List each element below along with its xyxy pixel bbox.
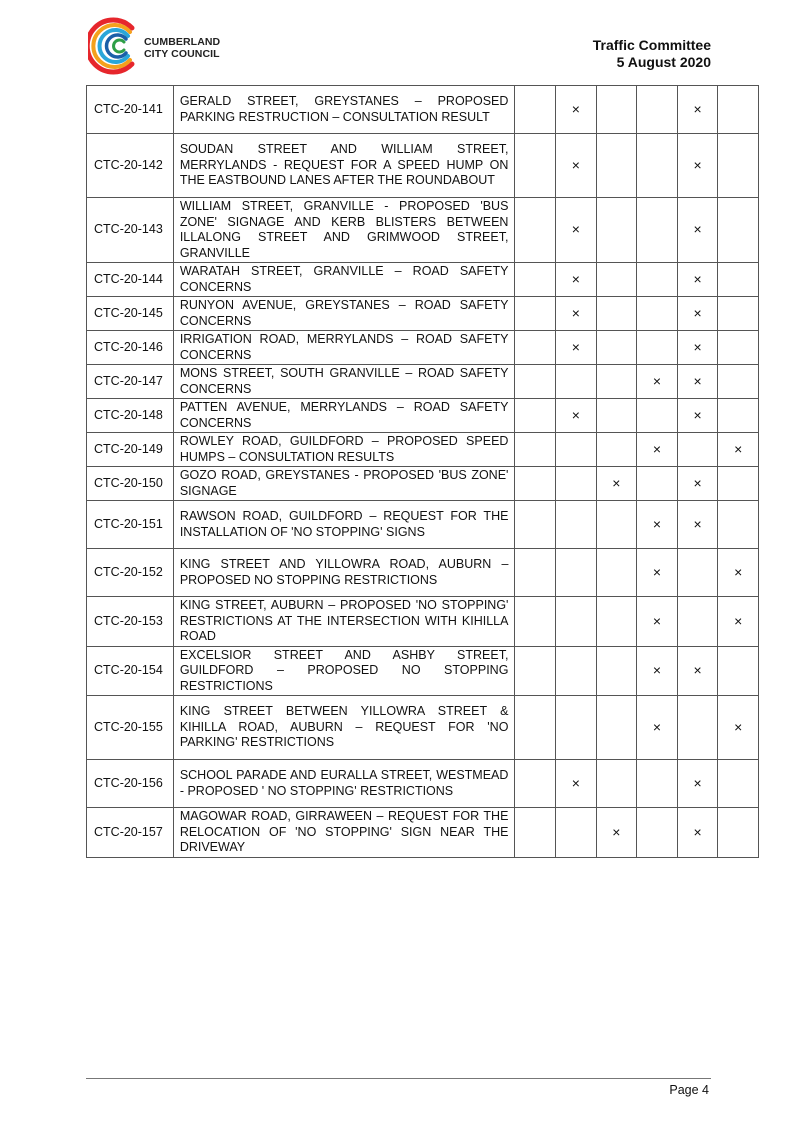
- mark-cell: ×: [637, 696, 678, 760]
- mark-cell: ×: [637, 433, 678, 467]
- mark-cell: [556, 365, 597, 399]
- item-id: CTC-20-157: [87, 808, 174, 858]
- mark-cell: [596, 597, 637, 647]
- mark-cell: [515, 433, 556, 467]
- item-title: PATTEN AVENUE, MERRYLANDS – ROAD SAFETY CONCERNS: [173, 399, 515, 433]
- mark-cell: [515, 331, 556, 365]
- mark-cell: [677, 549, 718, 597]
- mark-cell: [515, 467, 556, 501]
- mark-cell: [515, 134, 556, 198]
- mark-cell: [637, 399, 678, 433]
- item-id: CTC-20-154: [87, 646, 174, 696]
- mark-cell: [596, 263, 637, 297]
- item-id: CTC-20-148: [87, 399, 174, 433]
- mark-cell: ×: [718, 597, 759, 647]
- mark-cell: [515, 760, 556, 808]
- mark-cell: [718, 760, 759, 808]
- table-row: [87, 501, 759, 549]
- item-title: SCHOOL PARADE AND EURALLA STREET, WESTMEAD - PROPOSED ' NO STOPPING' RESTRICTIONS: [173, 760, 515, 808]
- mark-cell: [718, 297, 759, 331]
- mark-cell: [637, 331, 678, 365]
- mark-cell: [637, 297, 678, 331]
- org-name-line2: CITY COUNCIL: [144, 48, 220, 60]
- item-title: MONS STREET, SOUTH GRANVILLE – ROAD SAFETY CONCERNS: [173, 365, 515, 399]
- mark-cell: [515, 646, 556, 696]
- item-title: WARATAH STREET, GRANVILLE – ROAD SAFETY CONCERNS: [173, 263, 515, 297]
- mark-cell: [596, 86, 637, 134]
- mark-cell: [596, 433, 637, 467]
- item-id: CTC-20-141: [87, 86, 174, 134]
- item-id: CTC-20-156: [87, 760, 174, 808]
- item-id: CTC-20-142: [87, 134, 174, 198]
- mark-cell: [677, 696, 718, 760]
- mark-cell: ×: [637, 646, 678, 696]
- table-row: [87, 86, 759, 134]
- item-title: ROWLEY ROAD, GUILDFORD – PROPOSED SPEED HUMPS – CONSULTATION RESULTS: [173, 433, 515, 467]
- table-row: [87, 331, 759, 365]
- mark-cell: [718, 365, 759, 399]
- table-row: [87, 263, 759, 297]
- mark-cell: [556, 501, 597, 549]
- mark-cell: [556, 467, 597, 501]
- mark-cell: [596, 134, 637, 198]
- item-title: MAGOWAR ROAD, GIRRAWEEN – REQUEST FOR THE RELOCATION OF 'NO STOPPING' SIGN NEAR THE DRIVEWAY: [173, 808, 515, 858]
- mark-cell: ×: [677, 263, 718, 297]
- mark-cell: [556, 597, 597, 647]
- mark-cell: [596, 501, 637, 549]
- mark-cell: [718, 198, 759, 263]
- mark-cell: [718, 134, 759, 198]
- table-row: [87, 467, 759, 501]
- items-table: [86, 85, 759, 858]
- mark-cell: [718, 808, 759, 858]
- item-id: CTC-20-153: [87, 597, 174, 647]
- mark-cell: ×: [556, 134, 597, 198]
- table-row: [87, 549, 759, 597]
- mark-cell: [596, 297, 637, 331]
- committee-title: Traffic Committee: [592, 37, 711, 53]
- mark-cell: [596, 760, 637, 808]
- item-title: KING STREET BETWEEN YILLOWRA STREET & KIHILLA ROAD, AUBURN – REQUEST FOR 'NO PARKING' RESTRICTIONS: [173, 696, 515, 760]
- table-row: [87, 433, 759, 467]
- mark-cell: ×: [637, 597, 678, 647]
- table-row: [87, 399, 759, 433]
- mark-cell: ×: [556, 263, 597, 297]
- item-title: KING STREET AND YILLOWRA ROAD, AUBURN – PROPOSED NO STOPPING RESTRICTIONS: [173, 549, 515, 597]
- mark-cell: [556, 549, 597, 597]
- mark-cell: [677, 597, 718, 647]
- council-logo-icon: [88, 14, 142, 78]
- table-row: [87, 198, 759, 263]
- mark-cell: ×: [637, 501, 678, 549]
- mark-cell: [637, 467, 678, 501]
- item-id: CTC-20-149: [87, 433, 174, 467]
- item-title: KING STREET, AUBURN – PROPOSED 'NO STOPPING' RESTRICTIONS AT THE INTERSECTION WITH KIHILLA ROAD: [173, 597, 515, 647]
- mark-cell: ×: [556, 760, 597, 808]
- mark-cell: [556, 808, 597, 858]
- mark-cell: [637, 134, 678, 198]
- mark-cell: ×: [677, 760, 718, 808]
- mark-cell: [637, 808, 678, 858]
- council-logo: [88, 14, 238, 78]
- mark-cell: ×: [677, 365, 718, 399]
- mark-cell: [718, 263, 759, 297]
- mark-cell: [515, 696, 556, 760]
- mark-cell: ×: [718, 433, 759, 467]
- document-header: [593, 37, 711, 71]
- mark-cell: [718, 86, 759, 134]
- mark-cell: [596, 549, 637, 597]
- table-row: [87, 597, 759, 647]
- mark-cell: [515, 365, 556, 399]
- footer-divider: [86, 1078, 711, 1079]
- mark-cell: [556, 696, 597, 760]
- mark-cell: ×: [677, 501, 718, 549]
- item-id: CTC-20-145: [87, 297, 174, 331]
- item-id: CTC-20-152: [87, 549, 174, 597]
- mark-cell: [515, 297, 556, 331]
- mark-cell: [515, 501, 556, 549]
- mark-cell: ×: [718, 696, 759, 760]
- table-row: [87, 297, 759, 331]
- mark-cell: [637, 263, 678, 297]
- mark-cell: [515, 399, 556, 433]
- item-title: EXCELSIOR STREET AND ASHBY STREET, GUILDFORD – PROPOSED NO STOPPING RESTRICTIONS: [173, 646, 515, 696]
- table-row: [87, 365, 759, 399]
- mark-cell: [637, 86, 678, 134]
- meeting-date: 5 August 2020: [616, 54, 711, 70]
- mark-cell: ×: [677, 134, 718, 198]
- mark-cell: [515, 263, 556, 297]
- mark-cell: ×: [637, 365, 678, 399]
- mark-cell: [718, 467, 759, 501]
- table-row: [87, 760, 759, 808]
- item-title: GOZO ROAD, GREYSTANES - PROPOSED 'BUS ZONE' SIGNAGE: [173, 467, 515, 501]
- item-title: WILLIAM STREET, GRANVILLE - PROPOSED 'BUS ZONE' SIGNAGE AND KERB BLISTERS BETWEEN ILLALONG STREET AND GRIMWOOD STREET, GRANVILLE: [173, 198, 515, 263]
- item-id: CTC-20-150: [87, 467, 174, 501]
- mark-cell: ×: [718, 549, 759, 597]
- mark-cell: [596, 646, 637, 696]
- mark-cell: [596, 365, 637, 399]
- item-title: IRRIGATION ROAD, MERRYLANDS – ROAD SAFETY CONCERNS: [173, 331, 515, 365]
- mark-cell: ×: [596, 808, 637, 858]
- mark-cell: ×: [677, 86, 718, 134]
- item-id: CTC-20-144: [87, 263, 174, 297]
- mark-cell: [596, 696, 637, 760]
- table-row: [87, 696, 759, 760]
- mark-cell: ×: [596, 467, 637, 501]
- mark-cell: ×: [677, 808, 718, 858]
- mark-cell: [515, 198, 556, 263]
- mark-cell: ×: [677, 331, 718, 365]
- mark-cell: ×: [556, 86, 597, 134]
- table-row: [87, 134, 759, 198]
- item-title: SOUDAN STREET AND WILLIAM STREET, MERRYLANDS - REQUEST FOR A SPEED HUMP ON THE EASTBOUND LANES AFTER THE ROUNDABOUT: [173, 134, 515, 198]
- mark-cell: ×: [556, 198, 597, 263]
- page-number: Page 4: [669, 1083, 709, 1097]
- mark-cell: [596, 331, 637, 365]
- mark-cell: [556, 433, 597, 467]
- mark-cell: ×: [677, 297, 718, 331]
- mark-cell: [718, 501, 759, 549]
- mark-cell: [515, 808, 556, 858]
- item-id: CTC-20-147: [87, 365, 174, 399]
- mark-cell: ×: [556, 297, 597, 331]
- mark-cell: [596, 198, 637, 263]
- item-title: RAWSON ROAD, GUILDFORD – REQUEST FOR THE INSTALLATION OF 'NO STOPPING' SIGNS: [173, 501, 515, 549]
- mark-cell: [556, 646, 597, 696]
- mark-cell: ×: [556, 331, 597, 365]
- mark-cell: [515, 549, 556, 597]
- item-id: CTC-20-155: [87, 696, 174, 760]
- item-id: CTC-20-143: [87, 198, 174, 263]
- mark-cell: [596, 399, 637, 433]
- mark-cell: ×: [637, 549, 678, 597]
- mark-cell: ×: [677, 399, 718, 433]
- table-row: [87, 646, 759, 696]
- mark-cell: ×: [677, 646, 718, 696]
- mark-cell: [515, 597, 556, 647]
- mark-cell: [718, 646, 759, 696]
- mark-cell: [677, 433, 718, 467]
- item-id: CTC-20-146: [87, 331, 174, 365]
- table-row: [87, 808, 759, 858]
- mark-cell: ×: [677, 467, 718, 501]
- mark-cell: [637, 198, 678, 263]
- item-title: GERALD STREET, GREYSTANES – PROPOSED PARKING RESTRUCTION – CONSULTATION RESULT: [173, 86, 515, 134]
- item-id: CTC-20-151: [87, 501, 174, 549]
- mark-cell: [718, 331, 759, 365]
- item-title: RUNYON AVENUE, GREYSTANES – ROAD SAFETY CONCERNS: [173, 297, 515, 331]
- mark-cell: [637, 760, 678, 808]
- org-name-line1: CUMBERLAND: [144, 36, 221, 48]
- mark-cell: ×: [677, 198, 718, 263]
- mark-cell: [515, 86, 556, 134]
- mark-cell: [718, 399, 759, 433]
- mark-cell: ×: [556, 399, 597, 433]
